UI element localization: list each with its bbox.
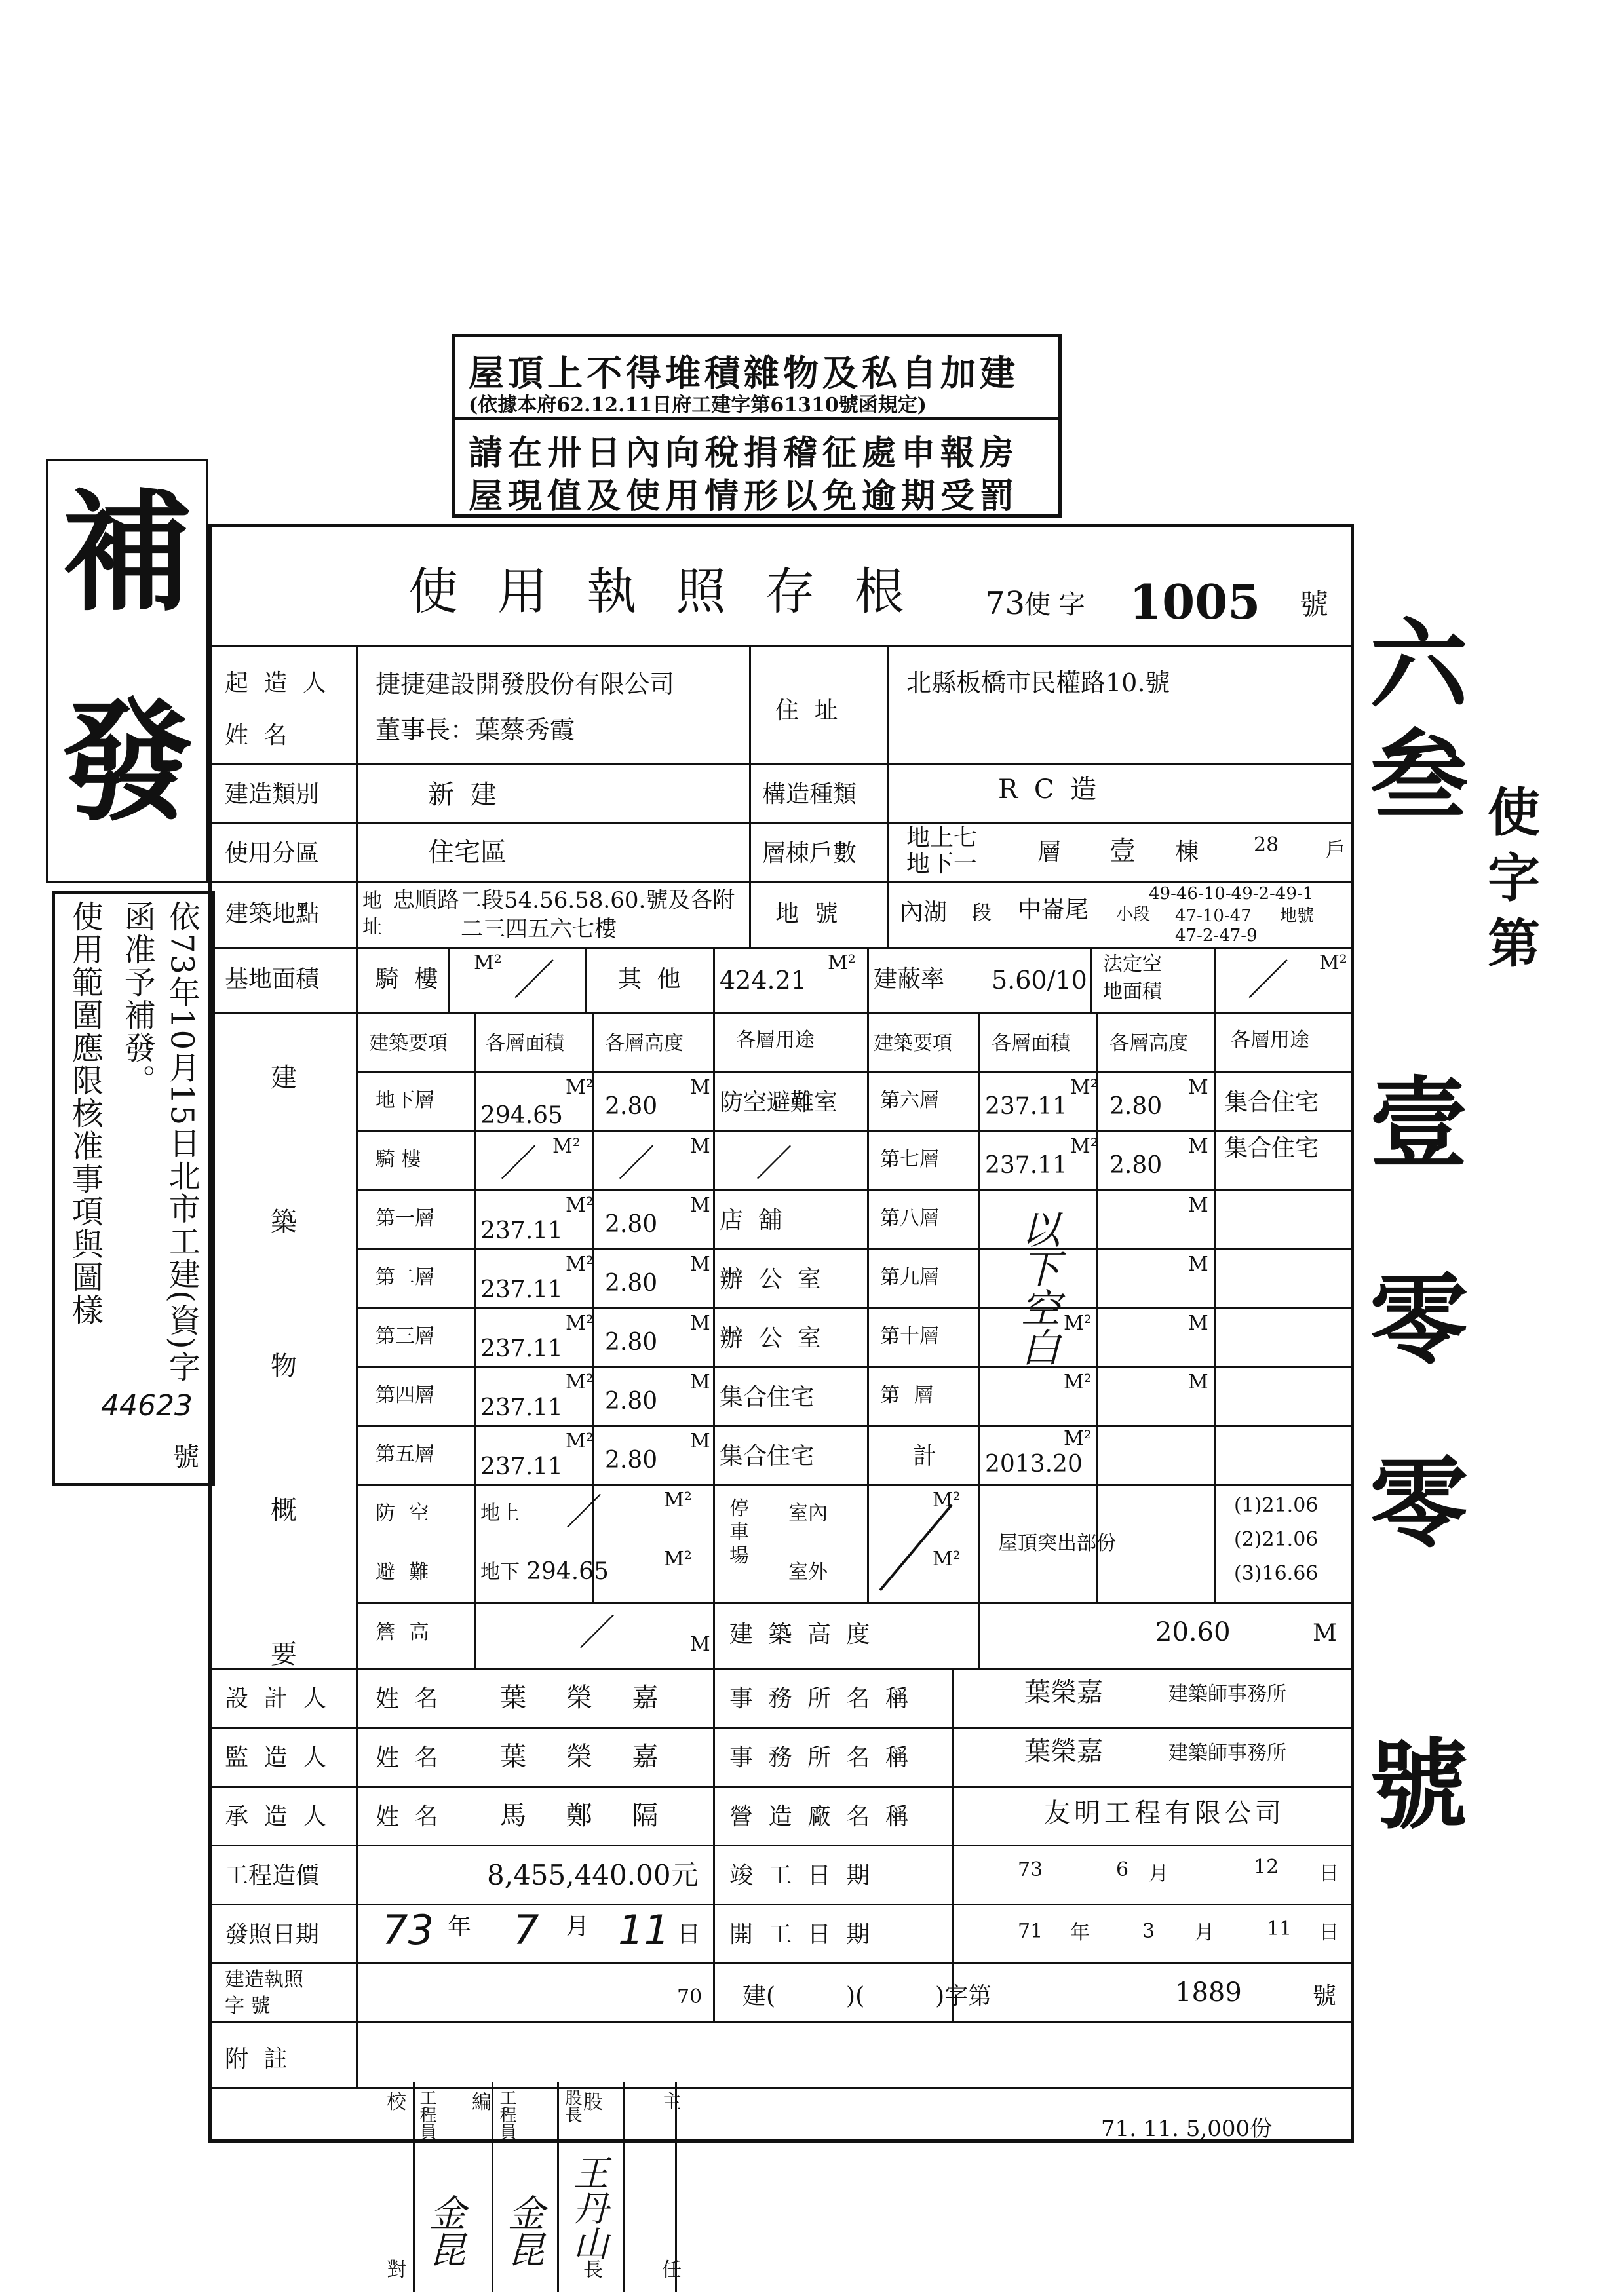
floor-name: 第五層 [376,1443,434,1466]
stamp-char: 叁 [1370,719,1469,834]
col-header-use: 各層用途 [736,1029,815,1052]
height-unit: M [1188,1312,1208,1335]
coverage-value: 5.60/10 [992,966,1087,995]
eaves-unit: M [690,1633,710,1656]
height-unit: M [1188,1194,1208,1217]
area-unit: M² [566,1371,594,1394]
side-note [52,891,215,1486]
building-word: 棟 [1175,839,1199,866]
stamp-char: 號 [1370,1728,1469,1843]
stamp-char: 零 [1370,1446,1469,1561]
applicant-label: 起 造 人 [225,670,330,697]
stamp-char: 使 [1488,782,1540,843]
arcade-label: 騎 樓 [376,966,442,993]
lot-numbers-1: 49-46-10-49-2-49-1 [1149,884,1314,904]
col-header-height-2: 各層高度 [1109,1032,1188,1055]
lot-numbers-2: 47-10-47 [1175,906,1252,926]
permit-label-2: 字 號 [225,1995,271,2018]
zoning-label: 使用分區 [225,840,320,867]
side-note-col-1: 依73年10月15日北市工建(資)字 [163,900,201,1383]
reissue-stamp [46,459,208,883]
height-unit: M [1188,1076,1208,1099]
height-unit: M [1188,1371,1208,1394]
floor-name: 第四層 [376,1384,434,1407]
floor-height: 2.80 [1109,1093,1163,1120]
sig-bottom-label: 長 [583,2259,603,2282]
stamp-char: 六 [1370,607,1469,723]
stamp-line-2: (依據本府62.12.11日府工建字第61310號函規定) [469,394,927,417]
side-note-number: 44623 [101,1389,193,1423]
floor-name: 第六層 [880,1089,939,1112]
supervisor-name: 葉 榮 嘉 [500,1742,674,1772]
permit-prefix: 使 字 [1024,590,1085,620]
lot-area: 內湖 [900,899,948,926]
height-unit: M [1188,1253,1208,1276]
start-date-label: 開 工 日 期 [729,1921,874,1948]
lot-section: 中崙尾 [1018,896,1089,923]
shelter-below-value: 294.65 [526,1558,609,1585]
reissue-char-2: 發 [62,685,193,839]
contractor-name: 馬 鄭 隔 [500,1801,674,1831]
shelter-label-2: 避 難 [376,1561,433,1584]
height-unit: M [690,1135,710,1158]
height-unit: M [1188,1135,1208,1158]
col-header-height: 各層高度 [605,1032,684,1055]
floor-use: 辦 公 室 [720,1266,825,1293]
sig-label: 校 [387,2091,406,2114]
stamp-divider [455,417,1058,420]
parking-outdoor: 室外 [788,1561,828,1584]
height-unit: M [690,1312,710,1335]
floor-height: 2.80 [605,1093,658,1120]
side-note-col-3: 使用範圍應限核准事項與圖樣 [66,900,104,1326]
parking-label: 停車場 [729,1497,749,1567]
completion-day: 12 [1254,1856,1279,1879]
issue-day: 11 [618,1906,670,1954]
reissue-char-1: 補 [62,476,193,630]
day-word: 日 [1319,1921,1339,1944]
parking-indoor: 室內 [788,1502,828,1525]
zoning-value: 住宅區 [428,837,507,868]
building-side-char: 要 [271,1639,297,1670]
floor-area: 237.11 [480,1394,563,1421]
floor-name: 第七層 [880,1148,939,1171]
stamp-line-3: 請在卅日內向稅捐稽征處申報房 [469,433,1020,473]
designer-office-label: 事 務 所 名 稱 [729,1685,913,1712]
roof-value-1: (1)21.06 [1234,1494,1319,1517]
building-side-char: 物 [271,1351,297,1381]
file-number-stamp [1357,607,1619,1926]
applicant-chairman: 董事長：葉蔡秀霞 [376,716,575,744]
floor-height: 2.80 [605,1388,658,1415]
total-area: 2013.20 [985,1451,1083,1478]
floor-height: 2.80 [605,1329,658,1356]
shelter-above-unit: M² [664,1489,692,1512]
construction-permit-suffix: 號 [1313,1983,1337,2010]
floor-name: 第十層 [880,1325,939,1348]
issue-date-label: 發照日期 [225,1921,320,1948]
coverage-label: 建蔽率 [874,966,945,993]
completion-year: 73 [1018,1858,1043,1881]
applicant-address: 北縣板橋市民權路10.號 [906,668,1170,697]
total-label: 計 [913,1443,937,1470]
permit-year: 73 [985,585,1026,622]
completion-month: 6 [1116,1858,1129,1881]
floor-area: 237.11 [480,1217,563,1244]
address-label: 住 址 [775,697,842,724]
floor-name: 第九層 [880,1266,939,1289]
eaves-value: ／ [579,1612,615,1655]
floor-height: 2.80 [605,1447,658,1474]
blank-below-note: 以下空白 [1014,1209,1060,1366]
arcade-unit: M² [474,951,502,974]
sig-label: 編 [472,2091,492,2114]
area-unit: M² [566,1253,594,1276]
side-note-suffix: 號 [173,1442,199,1472]
lot-label: 地 號 [775,900,842,927]
designer-office-suffix: 建築師事務所 [1168,1683,1286,1706]
area-unit: M² [566,1076,594,1099]
permit-suffix: 號 [1300,588,1328,621]
area-unit: M² [566,1312,594,1335]
floor-use: 防空避難室 [720,1089,838,1116]
floor-area: 237.11 [985,1093,1068,1120]
other-unit: M² [828,951,856,974]
roof-label: 屋頂突出部份 [998,1532,1116,1555]
floor-use: 集合住宅 [720,1443,815,1470]
stamp-char: 字 [1488,847,1540,909]
sig-seal: 王丹山 [568,2154,609,2261]
day-word: 日 [677,1921,701,1948]
floor-name: 第 層 [880,1384,938,1407]
floors-below: 地下一 [906,851,978,877]
floor-use: 集合住宅 [1224,1089,1319,1116]
year-word: 年 [448,1913,472,1940]
open-area-unit: M² [1319,951,1347,974]
sig-title: 股長 [562,2089,582,2123]
unit-count: 28 [1254,833,1279,856]
col-header-area-2: 各層面積 [992,1032,1070,1055]
sig-bottom-label: 任 [662,2259,682,2282]
name-label: 姓 名 [225,722,292,749]
construction-permit-year: 70 [677,1985,703,2008]
start-month: 3 [1142,1920,1155,1943]
construction-permit-number: 1889 [1175,1978,1242,2008]
floor-name: 第二層 [376,1266,434,1289]
stamp-char: 第 [1488,913,1540,974]
lot-section-word: 段 [972,902,992,925]
cost-label: 工程造價 [225,1862,320,1889]
height-unit: M [690,1076,710,1099]
floor-name: 第八層 [880,1207,939,1230]
designer-name: 葉 榮 嘉 [500,1683,674,1713]
site-address-1: 忠順路二段54.56.58.60.號及各附 [393,887,735,913]
building-type-value: 新 建 [428,780,501,810]
height-unit: M [690,1194,710,1217]
building-side-char: 概 [271,1495,297,1525]
permit-label-1: 建造執照 [225,1968,303,1991]
floor-use: 集合住宅 [1224,1135,1319,1162]
building-height-unit: M [1313,1620,1337,1647]
issue-month: 7 [513,1906,539,1954]
area-unit: M² [1070,1076,1098,1099]
form-title: 使 用 執 照 存 根 [408,562,916,621]
month-word: 月 [1195,1921,1214,1944]
area-unit: M² [566,1430,594,1453]
lot-word: 地號 [1280,906,1315,926]
unit-word: 戶 [1326,839,1345,862]
shelter-below-unit: M² [664,1548,692,1571]
floor-name: 騎 樓 [376,1148,421,1171]
contractor-name-label: 姓 名 [376,1803,442,1830]
sig-seal: 金昆 [423,2194,466,2267]
col-header-use-2: 各層用途 [1231,1029,1309,1052]
roof-value-2: (2)21.06 [1234,1528,1319,1551]
area-unit: M² [566,1194,594,1217]
stamp-char: 壹 [1370,1066,1469,1181]
lot-numbers-3: 47-2-47-9 [1175,926,1258,946]
floor-name: 第一層 [376,1207,434,1230]
site-area-label: 基地面積 [225,966,320,993]
supervisor-label: 監 造 人 [225,1744,330,1771]
sig-title: 工程員 [417,2089,436,2140]
month-word: 月 [1149,1862,1168,1885]
floor-height: 2.80 [605,1211,658,1238]
start-year: 71 [1018,1920,1043,1943]
floor-use: 店 舖 [720,1207,786,1234]
floor-height: 2.80 [1109,1152,1163,1179]
sig-seal: 金昆 [502,2194,545,2267]
floor-height: 2.80 [605,1270,658,1297]
structure-value: R C 造 [998,775,1101,805]
parking-unit: M² [933,1489,961,1512]
eaves-label: 簷 高 [376,1621,433,1644]
floor-name: 地下層 [376,1089,434,1112]
building-type-label: 建造類別 [225,781,320,808]
col-header-area: 各層面積 [486,1032,564,1055]
other-label: 其 他 [618,966,685,993]
floor-area: 237.11 [480,1453,563,1480]
supervisor-office: 葉榮嘉 [1024,1736,1103,1767]
height-unit: M [690,1253,710,1276]
floors-above: 地上七 [906,824,978,851]
area-unit: M² [1064,1371,1092,1394]
cost-value: 8,455,440.00元 [487,1859,699,1891]
floor-height: ／ [618,1143,655,1185]
structure-label: 構造種類 [762,781,857,808]
supervisor-office-label: 事 務 所 名 稱 [729,1744,913,1771]
building-height-value: 20.60 [1155,1617,1231,1647]
shelter-above-label: 地上 [480,1502,520,1525]
addr-tag-2: 址 [362,916,382,939]
sig-title: 工程員 [497,2089,516,2140]
month-word: 月 [566,1913,590,1940]
construction-permit-text: 建( )( )字第 [742,1983,992,2010]
area-unit: M² [552,1135,581,1158]
height-unit: M [690,1430,710,1453]
floor-use: 集合住宅 [720,1384,815,1411]
height-unit: M [690,1371,710,1394]
designer-label: 設 計 人 [225,1685,330,1712]
floor-area: 237.11 [985,1152,1068,1179]
parking-unit: M² [933,1548,961,1571]
building-side-char: 築 [271,1207,297,1237]
floor-word: 層 [1037,839,1062,866]
supervisor-name-label: 姓 名 [376,1744,442,1771]
completion-label: 竣 工 日 期 [729,1862,874,1889]
addr-tag-1: 地 [362,890,382,913]
start-day: 11 [1267,1917,1292,1940]
stamp-char: 零 [1370,1263,1469,1378]
signature-block [367,2082,760,2292]
lot-subsection-word: 小段 [1116,905,1151,925]
stamp-line-1: 屋頂上不得堆積雜物及私自加建 [469,352,1019,394]
building-count: 壹 [1109,836,1136,866]
area-unit: M² [1064,1312,1092,1335]
contractor-label: 承 造 人 [225,1803,330,1830]
designer-name-label: 姓 名 [376,1685,442,1712]
sig-label: 主 [662,2091,682,2114]
building-side-char: 建 [271,1063,297,1093]
supervisor-office-suffix: 建築師事務所 [1168,1742,1286,1765]
other-area: 424.21 [720,966,807,995]
contractor-firm: 友明工程有限公司 [1044,1798,1285,1828]
col-header-item: 建築要項 [369,1032,448,1055]
open-area-label-1: 法定空 [1103,953,1162,976]
area-unit: M² [1070,1135,1098,1158]
site-label: 建築地點 [225,900,320,927]
side-note-col-2: 函准予補發。 [119,900,156,1097]
floor-name: 第三層 [376,1325,434,1348]
sig-bottom-label: 對 [387,2259,406,2282]
floor-area: ／ [500,1143,537,1185]
building-height-label: 建 築 高 度 [729,1621,874,1648]
shelter-label-1: 防 空 [376,1502,433,1525]
day-word: 日 [1319,1862,1339,1885]
floors-label: 層棟戶數 [762,840,857,867]
floor-area: 237.11 [480,1276,563,1303]
floor-use: ／ [756,1143,792,1185]
designer-office: 葉榮嘉 [1024,1677,1103,1708]
floor-area: 294.65 [480,1102,563,1129]
print-run: 71. 11. 5,000份 [1101,2116,1273,2142]
col-header-item-2: 建築要項 [874,1032,952,1055]
area-unit: M² [1064,1427,1092,1450]
floor-area: 237.11 [480,1335,563,1362]
issue-year: 73 [382,1906,434,1954]
roof-value-3: (3)16.66 [1234,1562,1319,1585]
permit-form [208,524,1354,2143]
shelter-above-value: ／ [566,1491,602,1534]
shelter-below-label: 地下 [480,1561,520,1584]
permit-number: 1005 [1129,574,1261,630]
site-address-2: 二三四五六七樓 [461,916,617,942]
open-area-label-2: 地面積 [1103,980,1162,1003]
open-area-slash: ／ [1247,957,1289,1005]
notes-label: 附 註 [225,2046,292,2073]
stamp-line-4: 屋現值及使用情形以免逾期受罰 [469,476,1020,516]
applicant-company: 捷捷建設開發股份有限公司 [376,670,675,698]
arcade-slash: ／ [513,957,555,1005]
year-word: 年 [1070,1921,1090,1944]
sig-label: 股 [583,2091,603,2114]
floor-use: 辦 公 室 [720,1325,825,1352]
roof-warning-stamp [452,334,1062,518]
contractor-firm-label: 營 造 廠 名 稱 [729,1803,913,1830]
